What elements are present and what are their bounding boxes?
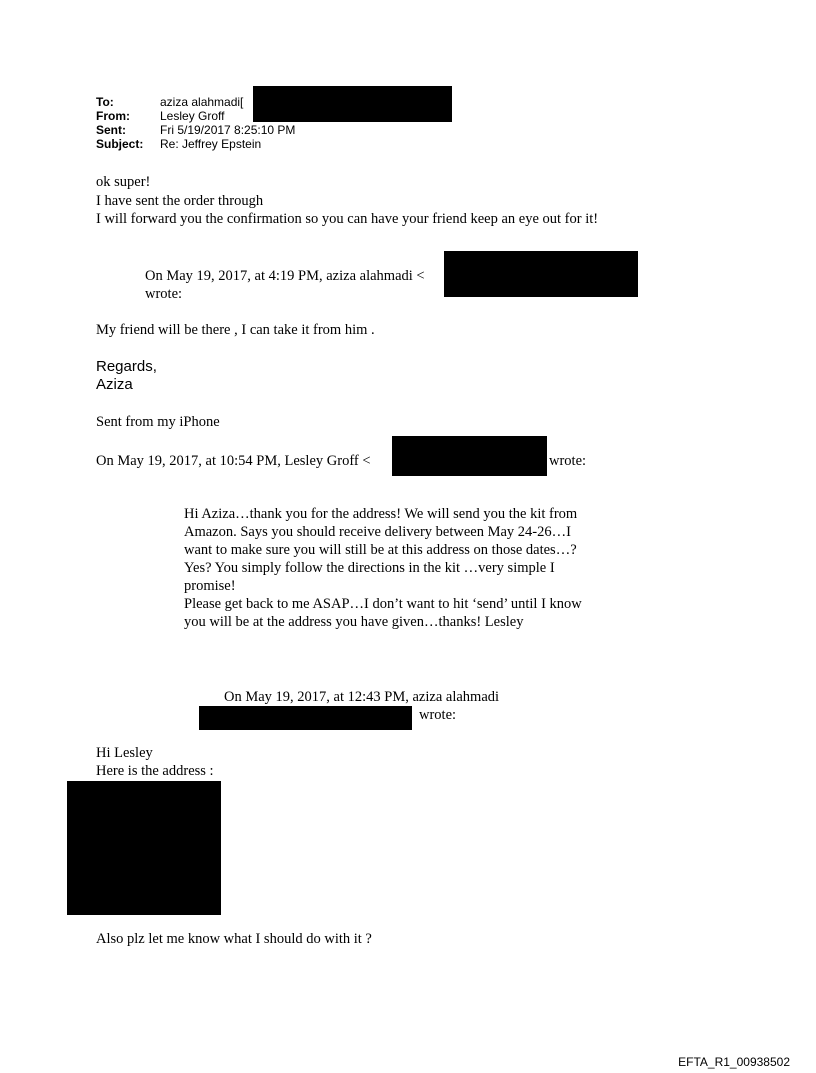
- message-line: Also plz let me know what I should do with it ?: [96, 931, 372, 947]
- quote-attribution-wrote: wrote:: [419, 707, 457, 723]
- quote-attribution: On May 19, 2017, at 12:43 PM, aziza alahmadi: [224, 689, 500, 705]
- message-line: I will forward you the confirmation so you can have your friend keep an eye out for it!: [96, 211, 599, 227]
- message-line: ok super!: [96, 174, 151, 190]
- subject-value: Re: Jeffrey Epstein: [160, 137, 262, 151]
- subject-label: Subject:: [96, 137, 144, 151]
- to-value: aziza alahmadi[: [160, 95, 244, 109]
- message-line: want to make sure you will still be at this address on those dates…?: [184, 542, 577, 558]
- message-line: Please get back to me ASAP…I don’t want to hit ‘send’ until I know: [184, 596, 582, 612]
- from-value: Lesley Groff: [160, 109, 225, 123]
- sent-label: Sent:: [96, 123, 126, 137]
- message-line: Hi Aziza…thank you for the address! We will send you the kit from: [184, 506, 578, 522]
- message-line: Amazon. Says you should receive delivery between May 24-26…I: [184, 524, 571, 540]
- message-line: My friend will be there , I can take it from him .: [96, 322, 375, 338]
- redaction-block: [392, 436, 547, 476]
- redaction-block: [199, 706, 412, 730]
- quote-attribution: On May 19, 2017, at 10:54 PM, Lesley Groff <: [96, 453, 371, 469]
- message-line: Here is the address :: [96, 763, 214, 779]
- message-line: promise!: [184, 578, 236, 594]
- to-label: To:: [96, 95, 114, 109]
- quote-attribution: On May 19, 2017, at 4:19 PM, aziza alahmadi <: [145, 268, 425, 284]
- quote-attribution-wrote: wrote:: [145, 286, 183, 302]
- signature-regards: Regards,: [96, 358, 157, 375]
- message-line: Hi Lesley: [96, 745, 153, 761]
- redaction-block: [444, 251, 638, 297]
- sent-value: Fri 5/19/2017 8:25:10 PM: [160, 123, 296, 137]
- document-id: EFTA_R1_00938502: [678, 1055, 790, 1069]
- message-line: I have sent the order through: [96, 193, 264, 209]
- redaction-block: [67, 781, 221, 915]
- quote-attribution-wrote: wrote:: [549, 453, 587, 469]
- from-label: From:: [96, 109, 130, 123]
- message-line: Yes? You simply follow the directions in the kit …very simple I: [184, 560, 555, 576]
- message-line: you will be at the address you have given…thanks! Lesley: [184, 614, 524, 630]
- sent-from-line: Sent from my iPhone: [96, 414, 220, 430]
- signature-name: Aziza: [96, 376, 133, 393]
- redaction-block: [253, 86, 452, 122]
